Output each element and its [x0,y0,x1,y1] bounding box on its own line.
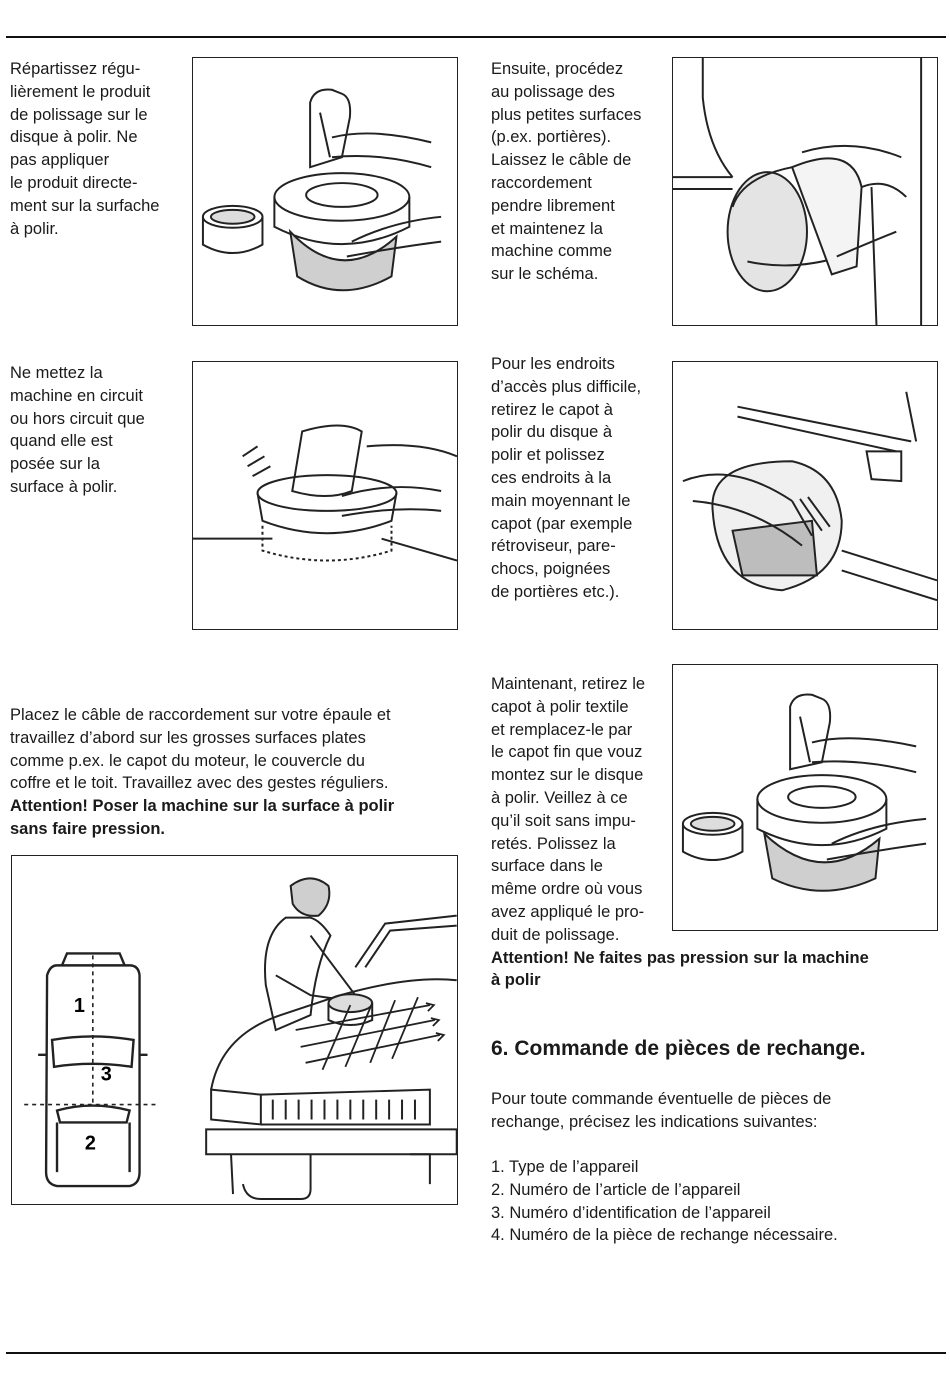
text-line: comme p.ex. le capot du moteur, le couvercle du [10,751,365,770]
text-line: et remplacez-le par [491,720,633,739]
text-line: rechange, précisez les indications suivantes: [491,1112,818,1131]
polisher-on-surface-drawing [193,362,457,629]
warning-line: Attention! Poser la machine sur la surface à polir [10,797,395,816]
illustration-apply-polish [192,57,458,326]
text-line: montez sur le disque [491,766,644,785]
zone-label-2: 2 [84,1132,96,1155]
text-line: de portières etc.). [491,582,620,601]
text-line: sur le schéma. [491,265,599,284]
step-1-text [10,58,159,240]
top-rule [6,36,946,38]
text-line: Maintenant, retirez le [491,675,646,693]
step-4-text [491,353,641,604]
text-line: surface dans le [491,857,603,876]
text-line: retés. Polissez la [491,834,616,853]
text-line: Placez le câble de raccordement sur votre épaule et [10,706,391,724]
text-line: disque à polir. Ne [10,128,138,147]
replace-cap-drawing [673,665,937,930]
step-5-text [10,704,394,841]
text-line: pas appliquer [10,151,110,170]
illustration-switch-on-surface [192,361,458,630]
text-line: le produit directe- [10,173,138,192]
zone-label-1: 1 [73,995,85,1018]
text-line: capot à polir textile [491,697,629,716]
text-line: coffre et le toit. Travaillez avec des gestes réguliers. [10,774,389,793]
text-line: ou hors circuit que [10,409,145,428]
text-line: de polissage sur le [10,105,148,124]
list-item: 3. Numéro d’identification de l’appareil [491,1203,771,1222]
text-line: plus petites surfaces [491,105,642,124]
text-line: polir du disque à [491,423,613,442]
text-line: à polir. Veillez à ce [491,788,628,807]
man-polishing-hood [206,878,457,1199]
text-line: avez appliqué le pro- [491,902,645,921]
list-item: 2. Numéro de l’article de l’appareil [491,1180,741,1199]
text-line: retirez le capot à [491,400,613,419]
text-line: travaillez d’abord sur les grosses surfaces plates [10,728,366,747]
text-line: au polissage des [491,82,615,101]
section-intro [491,1088,831,1134]
text-line: machine en circuit [10,386,143,405]
text-line: surface à polir. [10,477,118,496]
warning-line: sans faire pression. [10,819,165,838]
step-3-text [10,362,145,499]
list-item: 4. Numéro de la pièce de rechange nécessaire. [491,1226,838,1245]
list-item: 1. Type de l’appareil [491,1158,639,1176]
zone-label-3: 3 [100,1063,112,1086]
car-polishing-drawing [12,856,457,1204]
illustration-replace-cap [672,664,938,931]
polisher-apply-drawing [193,58,457,325]
text-line: même ordre où vous [491,880,643,899]
text-line: Ensuite, procédez [491,60,624,78]
text-line: d’accès plus difficile, [491,377,642,396]
step-2-text [491,58,641,286]
text-line: Laissez le câble de [491,151,632,170]
text-line: machine comme [491,242,613,261]
bottom-rule [6,1352,946,1354]
text-line: quand elle est [10,432,113,451]
hand-polishing-drawing [673,362,937,629]
text-line: qu’il soit sans impu- [491,811,636,830]
text-line: lièrement le produit [10,82,151,101]
text-line: posée sur la [10,455,100,474]
text-line: Ne mettez la [10,364,103,382]
text-line: duit de polissage. [491,925,620,944]
text-line: Répartissez régu- [10,60,141,78]
text-line: polir et polissez [491,446,605,465]
text-line: capot (par exemple [491,514,633,533]
text-line: ces endroits à la [491,468,612,487]
required-info-list [491,1156,838,1247]
illustration-door-polishing [672,57,938,326]
text-line: pendre librement [491,196,615,215]
text-line: le capot fin que vouz [491,743,643,762]
text-line: à polir. [10,219,59,238]
illustration-car-polishing [11,855,458,1205]
door-polishing-drawing [673,58,937,325]
text-line: ment sur la surfache [10,196,160,215]
text-line: (p.ex. portières). [491,128,612,147]
car-zone-lines [24,955,156,1104]
section-title: 6. Commande de pièces de rechange. [491,1037,866,1060]
text-line: et maintenez la [491,219,603,238]
text-line: main moyennant le [491,491,631,510]
text-line: Pour les endroits [491,355,615,373]
text-line: Pour toute commande éventuelle de pièces de [491,1090,832,1108]
illustration-hand-polishing [672,361,938,630]
text-line: rétroviseur, pare- [491,537,616,556]
warning-line: à polir [491,971,541,990]
text-line: chocs, poignées [491,560,611,579]
text-line: raccordement [491,173,592,192]
warning-line: Attention! Ne faites pas pression sur la machine [491,948,869,967]
